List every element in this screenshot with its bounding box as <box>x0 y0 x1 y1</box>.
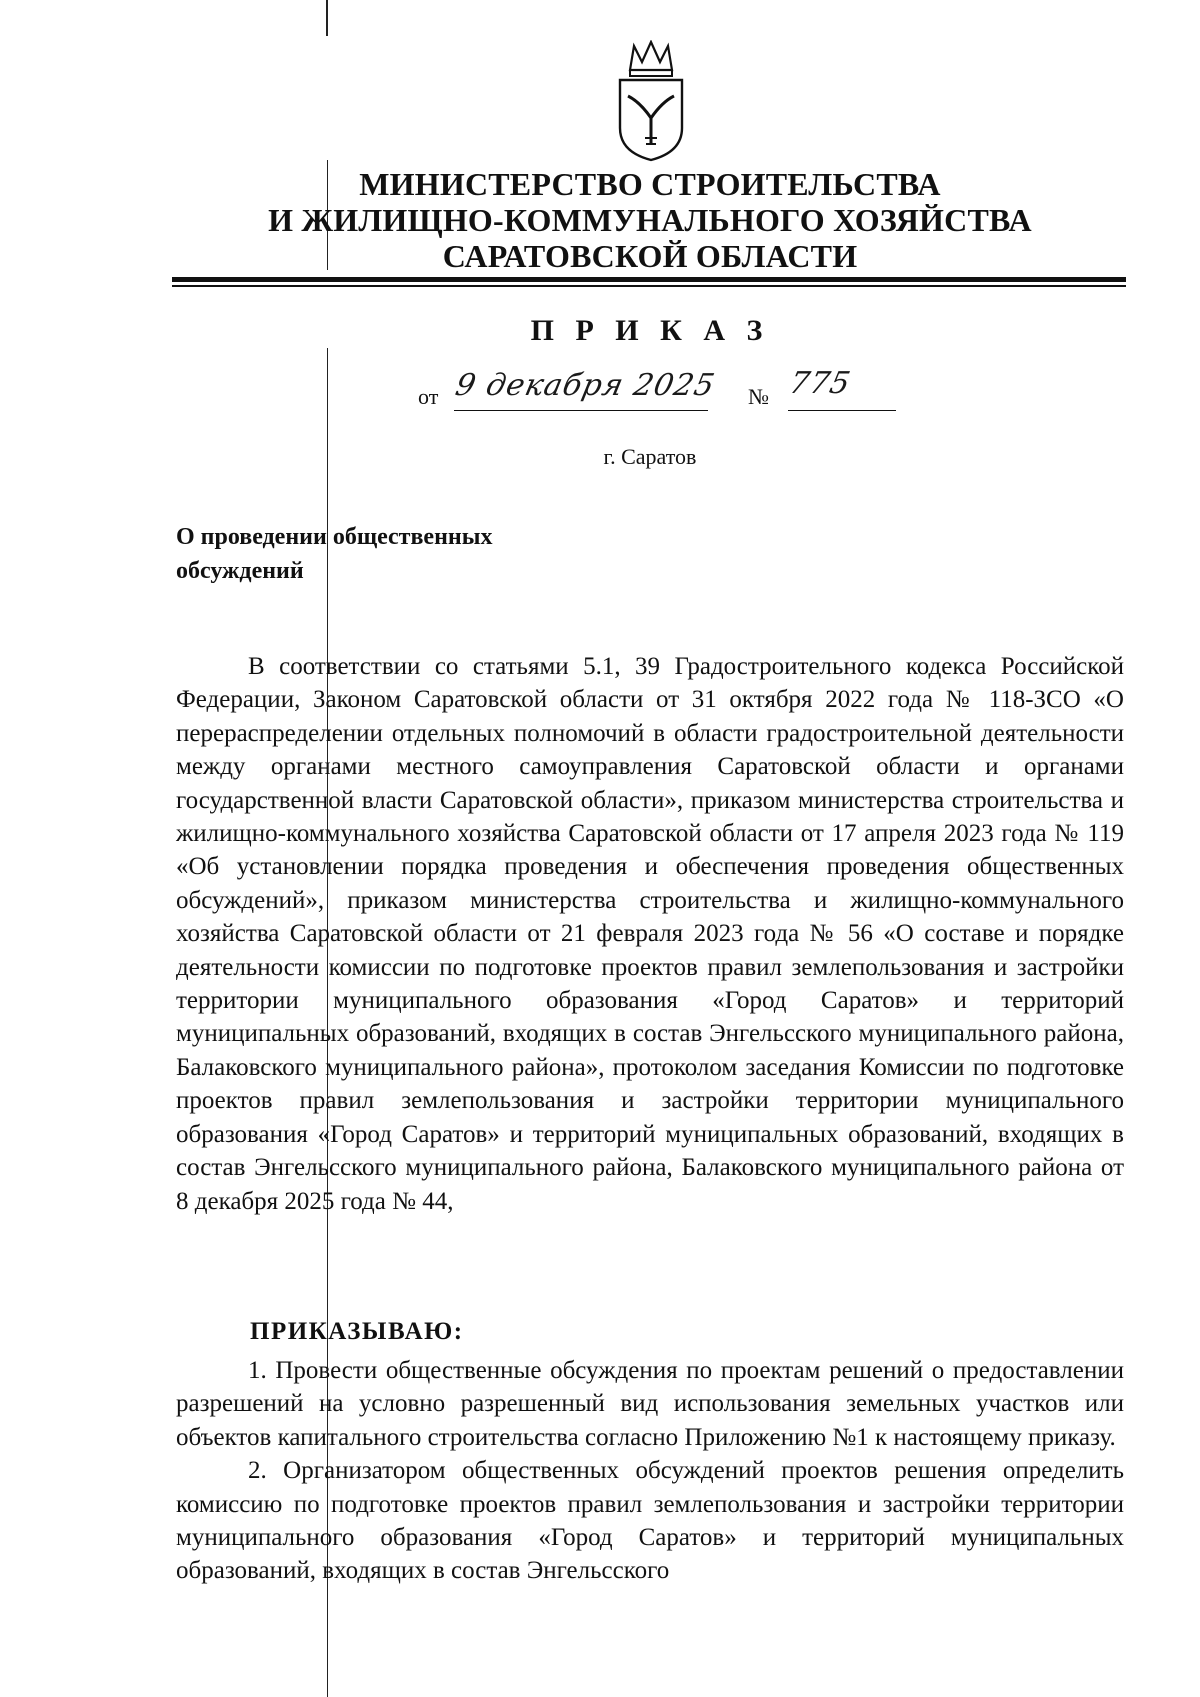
date-prefix: от <box>418 384 439 409</box>
number-prefix: № <box>748 384 769 409</box>
document-subject <box>176 520 596 588</box>
scan-artifact-line <box>326 0 328 36</box>
header-divider <box>172 277 1126 282</box>
document-type: П Р И К А З <box>530 314 770 347</box>
preamble <box>176 650 1124 1218</box>
order-item: 1. Провести общественные обсуждения по проектам решений о предоставлении разрешений на условно разрешенный вид использования земельных участков или объектов капитального строительства согласно Приложению №1 к настоящему приказу. <box>176 1357 1124 1451</box>
order-items <box>176 1354 1124 1588</box>
order-item: 2. Организатором общественных обсуждений проектов решения определить комиссию по подготовке проектов правил землепользования и застройки территории муниципального образования «Город Саратов» и территорий муниципальных образований, входящих в состав Энгельсского <box>176 1457 1124 1585</box>
date-number-line <box>418 362 888 412</box>
decree-word: ПРИКАЗЫВАЮ: <box>250 1318 464 1345</box>
organization-line: САРАТОВСКОЙ ОБЛАСТИ <box>442 238 858 274</box>
coat-of-arms-icon <box>608 40 694 162</box>
preamble-paragraph: В соответствии со статьями 5.1, 39 Градостроительного кодекса Российской Федерации, Законом Саратовской области от 31 октября 2022 года № 118-ЗСО «О перераспределении отдельных полномочий в области градостроительной деятельности между органами местного самоуправления Саратовской области и органами государственной власти Саратовской области», приказом министерства строительства и жилищно-коммунального хозяйства Саратовской области от 17 апреля 2023 года № 119 «Об установлении порядка проведения и обеспечения проведения общественных обсуждений», приказом министерства строительства и жилищно-коммунального хозяйства Саратовской области от 21 февраля 2023 года № 56 «О составе и порядке деятельности комиссии по подготовке проектов правил землепользования и застройки территории муниципального образования «Город Саратов» и территорий муниципальных образований, входящих в состав Энгельсского муниципального района, Балаковского муниципального района», протоколом заседания Комиссии по подготовке проектов правил землепользования и застройки территории муниципального образования «Город Саратов» и территорий муниципальных образований, входящих в состав Энгельсского муниципального района, Балаковского муниципального района от 8 декабря 2025 года № 44, <box>176 653 1124 1215</box>
handwritten-date: 9 декабря 2025 <box>452 368 719 403</box>
organization-line: И ЖИЛИЩНО-КОММУНАЛЬНОГО ХОЗЯЙСТВА <box>268 202 1032 238</box>
date-underline <box>454 410 708 411</box>
handwritten-number: 775 <box>786 366 854 401</box>
number-underline <box>788 410 896 411</box>
subject-line: обсуждений <box>176 558 304 584</box>
subject-line: О проведении общественных <box>176 524 493 550</box>
organization-line: МИНИСТЕРСТВО СТРОИТЕЛЬСТВА <box>359 166 941 202</box>
organization-name <box>0 166 1200 274</box>
city-name: г. Саратов <box>603 444 697 469</box>
header-divider-thin <box>172 285 1126 287</box>
